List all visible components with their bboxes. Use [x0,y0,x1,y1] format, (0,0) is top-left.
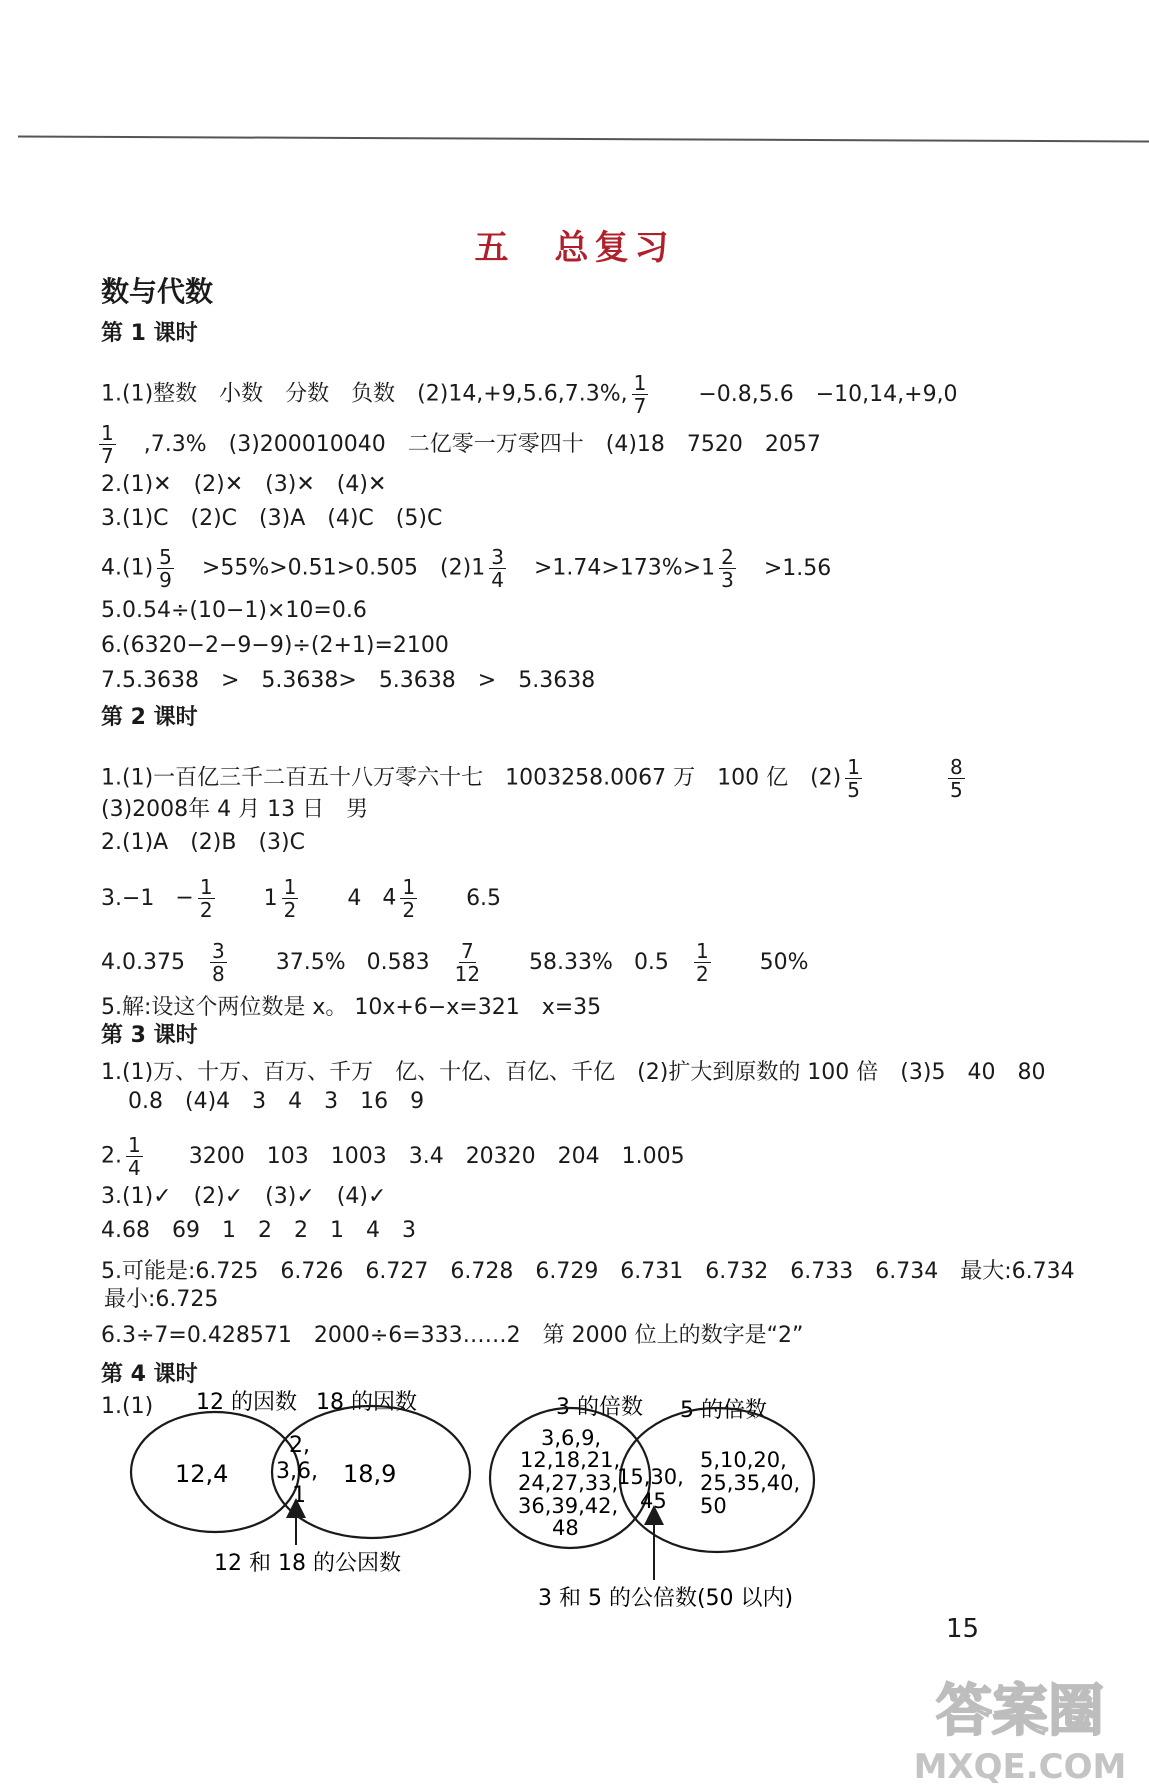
chapter-title: 五 总复习 [474,228,675,268]
lesson-3-heading: 第 3 课时 [101,1023,198,1048]
l4-q1-label: 1.(1) [101,1394,154,1419]
venn2-right-circle [620,1408,814,1552]
l3-q5-line2: 最小:6.725 [104,1287,219,1312]
fraction: $\frac{3}{4}$ [491,545,504,592]
l1-q7: 7.5.3638 > 5.3638> 5.3638 > 5.3638 [101,668,596,693]
fraction: $\frac{1}{2}$ [695,939,709,986]
venn2-left-line2: 12,18,21, [520,1448,621,1472]
venn1-left-circle [131,1412,299,1532]
venn2-left-circle [490,1408,650,1548]
venn1-center-line2: 3,6, [276,1459,318,1484]
fraction: $\frac{7}{12}$ [454,939,481,986]
fraction: $\frac{1}{7}$ [101,421,114,468]
venn1-center-line1: 2, [289,1433,310,1458]
fraction: $\frac{3}{8}$ [211,939,225,986]
lesson-4-heading: 第 4 课时 [101,1362,198,1387]
venn2-right-line3: 50 [700,1494,727,1518]
l2-q2: 2.(1)A (2)B (3)C [101,830,305,855]
fraction: $\frac{1}{2}$ [402,875,416,922]
fraction: $\frac{1}{7}$ [633,371,647,418]
venn2-left-line4: 36,39,42, [518,1494,619,1518]
lesson-1-heading: 第 1 课时 [101,321,198,346]
l3-q1-line1: 1.(1)万、十万、百万、千万 亿、十亿、百亿、千亿 (2)扩大到原数的 100 倍 (3)5 40 80 [101,1060,1046,1085]
venn2-right-line2: 25,35,40, [700,1471,801,1495]
section-heading: 数与代数 [101,275,214,308]
l3-q5-line1: 5.可能是:6.725 6.726 6.727 6.728 6.729 6.731 6.732 6.733 6.734 最大:6.734 [101,1259,1075,1284]
watermark-logo [905,1660,1135,1790]
l3-q3: 3.(1)✓ (2)✓ (3)✓ (4)✓ [101,1184,387,1209]
venn2-left-line5: 48 [552,1516,579,1540]
l2-q3: 3.−1 − $\frac{1}{2}$ 1 $\frac{1}{2}$ 4 4 $\frac{1}{2}$ 6.5 [101,875,502,922]
venn2-center-line2: 45 [640,1489,667,1513]
venn1-left-title: 12 的因数 [196,1390,297,1415]
venn2-right-title: 5 的倍数 [680,1398,767,1423]
venn1-right-values: 18,9 [343,1460,397,1488]
fraction: $\frac{1}{2}$ [283,875,297,922]
lesson-2-heading: 第 2 课时 [101,705,198,730]
fraction: $\frac{5}{9}$ [159,545,172,592]
venn2-left-title: 3 的倍数 [556,1395,643,1420]
venn1-right-title: 18 的因数 [316,1390,417,1415]
fraction: $\frac{1}{5}$ [847,755,860,802]
venn1-center-line3: 1 [292,1483,306,1508]
l1-q4: 4.(1) $\frac{5}{9}$ >55%>0.51>0.505 (2)1 $\frac{3}{4}$ >1.74>173%>1 $\frac{2}{3}$ >1.56 [101,545,832,592]
venn1-left-values: 12,4 [175,1460,229,1488]
l3-q1-line2: 0.8 (4)4 3 4 3 16 9 [128,1089,425,1114]
venn2-caption: 3 和 5 的公倍数(50 以内) [538,1586,794,1611]
l2-q4: 4.0.375 $\frac{3}{8}$ 37.5% 0.583 $\frac{7}{12}$ 58.33% 0.5 $\frac{1}{2}$ 50% [101,939,809,986]
venn1-right-circle [272,1406,470,1538]
venn2-center-line1: 15,30, [617,1465,684,1489]
page-number: 15 [946,1614,980,1644]
l1-q1-line2: $\frac{1}{7}$ ,7.3% (3)200010040 二亿零一万零四十 (4)18 7520 2057 [101,421,821,468]
fraction: $\frac{8}{5}$ [950,755,963,802]
top-rule [18,136,1149,143]
l2-q1-line2: (3)2008年 4 月 13 日 男 [101,797,369,822]
venn1-caption: 12 和 18 的公因数 [214,1551,401,1576]
l3-q4: 4.68 69 1 2 2 1 4 3 [101,1218,416,1243]
fraction: $\frac{1}{2}$ [199,875,213,922]
l3-q2: 2. $\frac{1}{4}$ 3200 103 1003 3.4 20320 204 1.005 [101,1133,685,1180]
fraction: $\frac{2}{3}$ [721,545,734,592]
l1-q1-line1: 1.(1)整数 小数 分数 负数 (2)14,+9,5.6,7.3%, $\frac{1}{7}$ −0.8,5.6 −10,14,+9,0 [101,371,958,418]
l1-q5: 5.0.54÷(10−1)×10=0.6 [101,598,367,623]
fraction: $\frac{1}{4}$ [128,1133,141,1180]
venn2-left-line3: 24,27,33, [518,1471,619,1495]
l1-q3: 3.(1)C (2)C (3)A (4)C (5)C [101,506,443,531]
venn2-left-line1: 3,6,9, [541,1426,602,1450]
l1-q2: 2.(1)✕ (2)✕ (3)✕ (4)✕ [101,472,387,497]
l1-q6: 6.(6320−2−9−9)÷(2+1)=2100 [101,633,449,658]
watermark-text: 答案圈 [936,1679,1104,1744]
l3-q6: 6.3÷7=0.428571 2000÷6=333……2 第 2000 位上的数字是“2” [101,1323,804,1348]
l2-q5: 5.解:设这个两位数是 x。 10x+6−x=321 x=35 [101,995,602,1020]
l2-q1-line1: 1.(1)一百亿三千二百五十八万零六十七 1003258.0067 万 100 亿 (2) $\frac{1}{5}$ $\frac{8}{5}$ [101,756,993,801]
watermark-url: MXQE.COM [913,1747,1127,1787]
venn2-right-line1: 5,10,20, [700,1448,787,1472]
